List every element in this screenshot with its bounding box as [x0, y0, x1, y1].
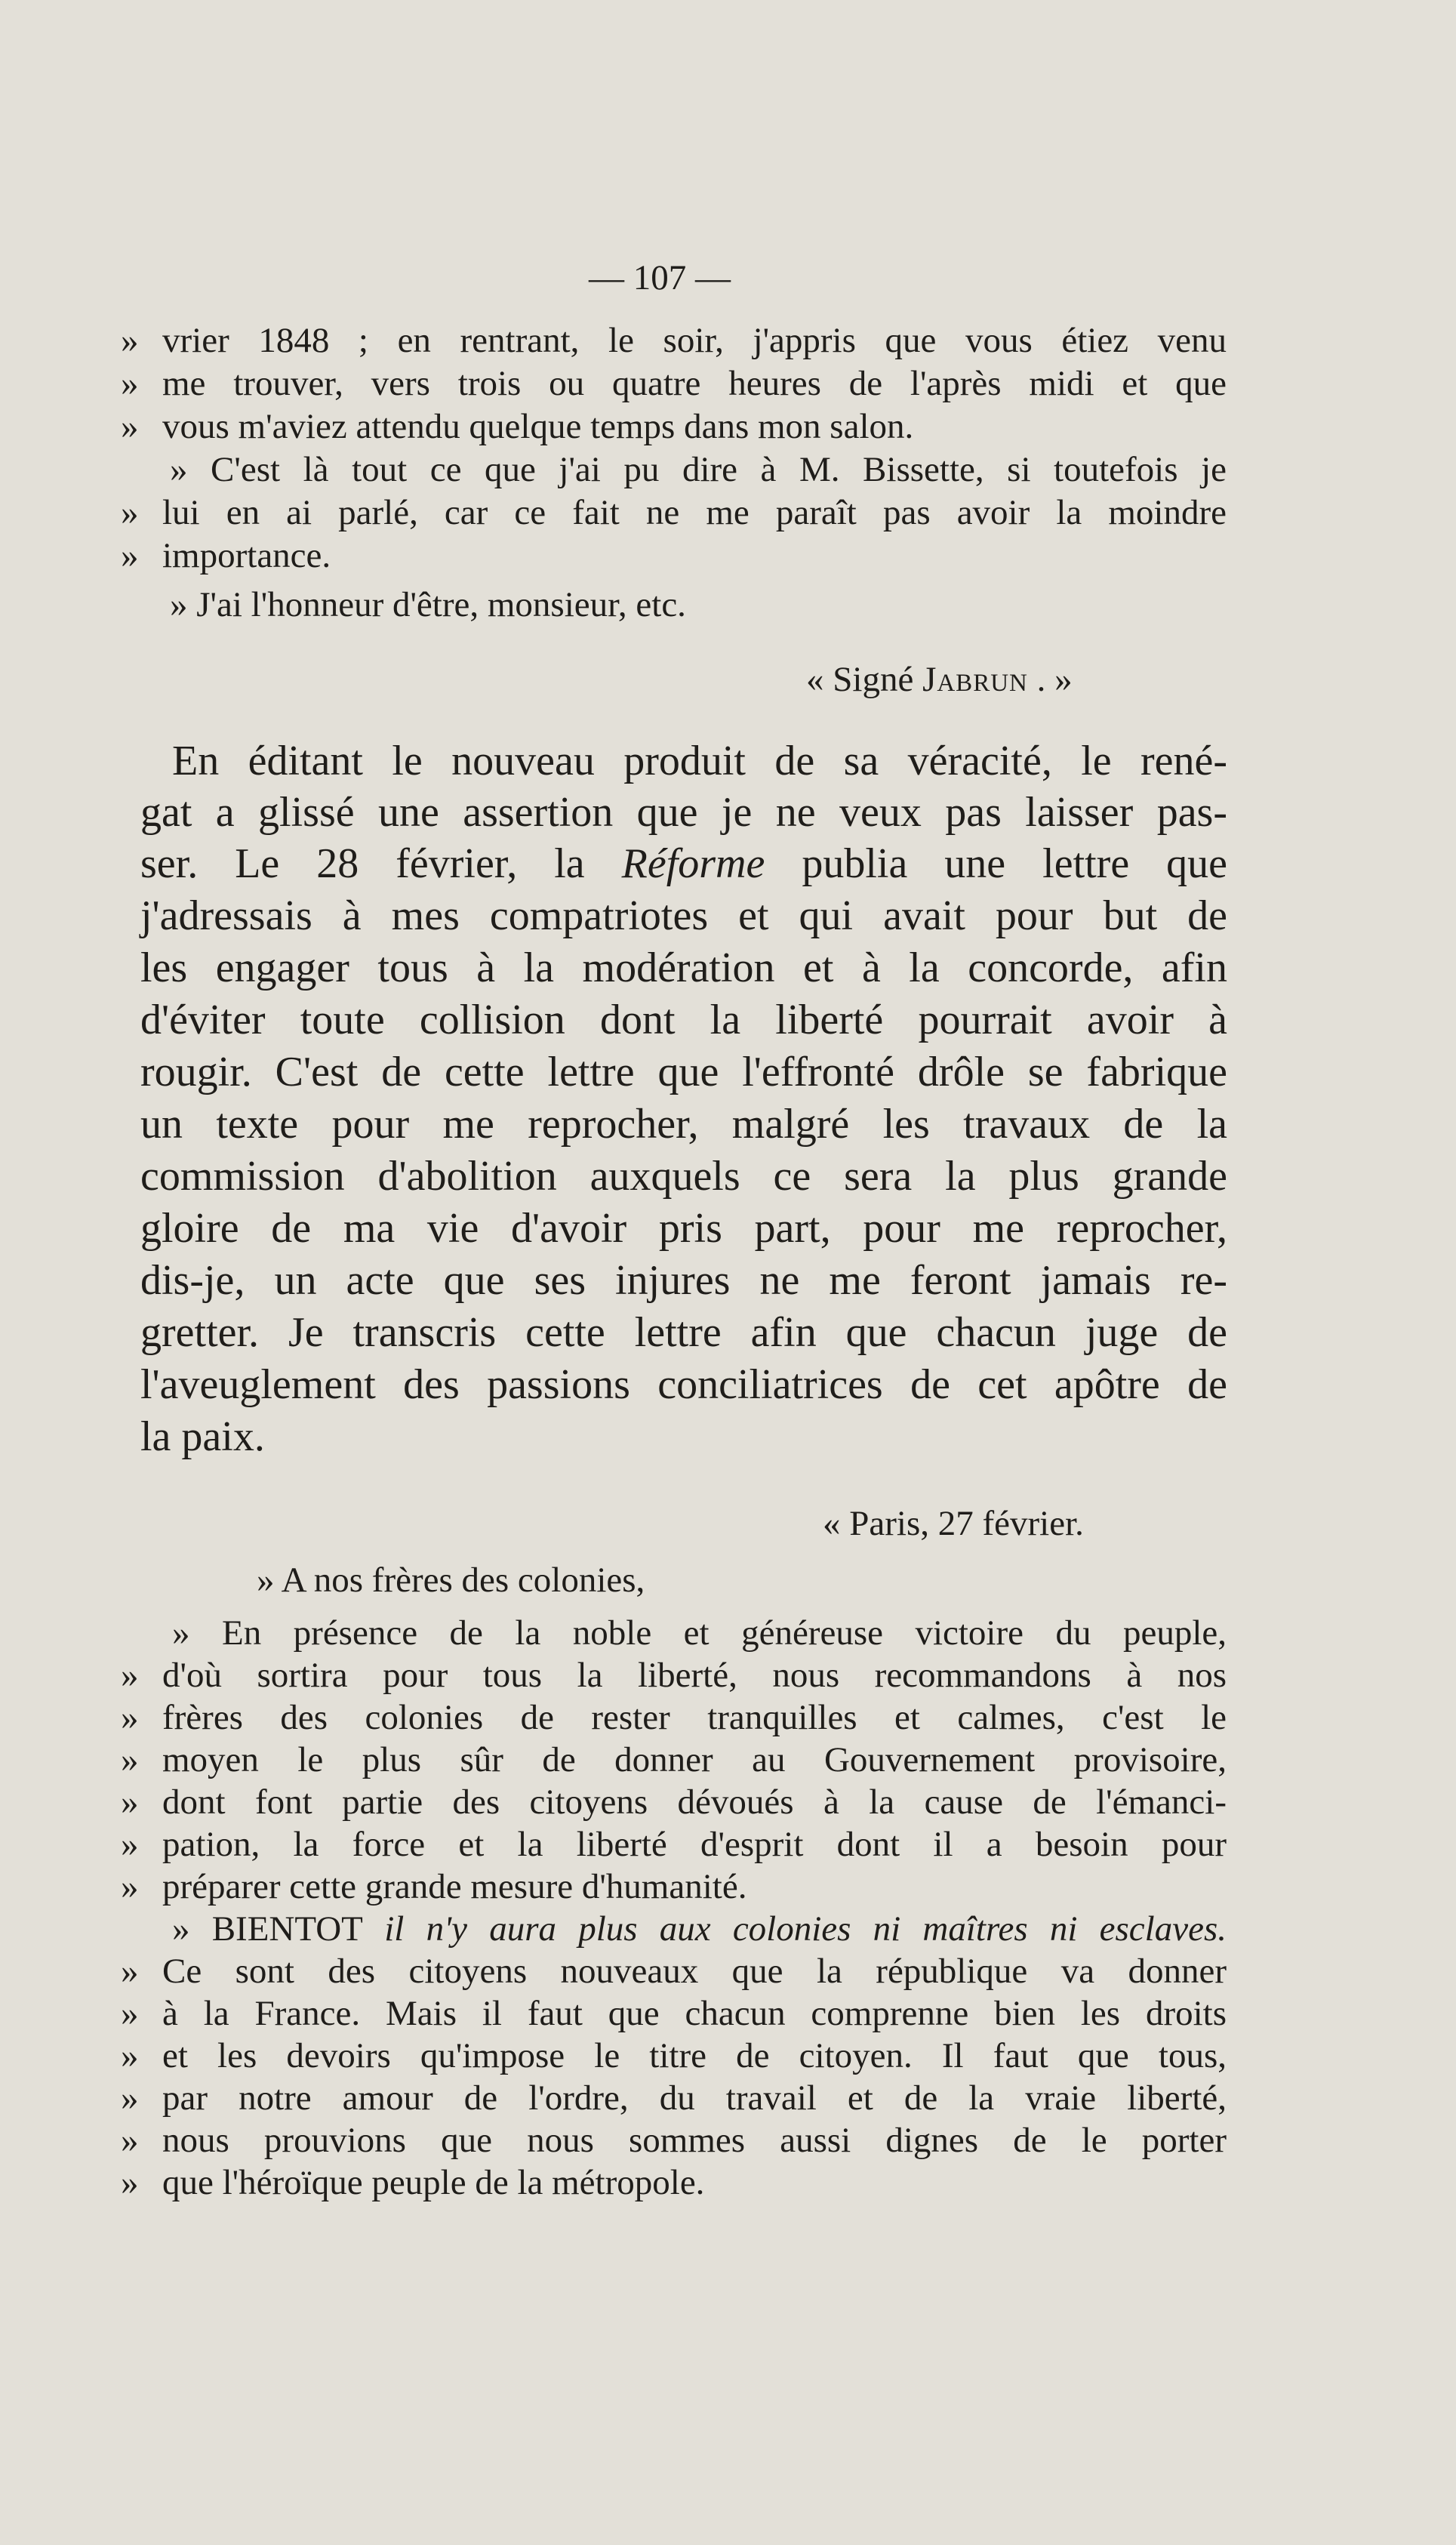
quote-mark: » [121, 1867, 139, 1906]
paragraph-line: d'éviter toute collision dont la liberté pourrait avoir à [140, 997, 1227, 1043]
letter-line: vrier 1848 ; en rentrant, le soir, j'appris que vous étiez venu [162, 321, 1227, 360]
quoted-line: et les devoirs qu'impose le titre de citoyen. Il faut que tous, [162, 2036, 1227, 2075]
quoted-line [172, 1909, 1227, 1949]
quoted-line: préparer cette grande mesure d'humanité. [162, 1867, 747, 1906]
quote-mark: » [121, 1782, 139, 1822]
paragraph-line: un texte pour me reprocher, malgré les travaux de la [140, 1101, 1227, 1148]
page-number: — 107 — [589, 258, 731, 297]
paragraph-line: gloire de ma vie d'avoir pris part, pour me reprocher, [140, 1205, 1227, 1252]
quoted-line: par notre amour de l'ordre, du travail et de la vraie liberté, [162, 2078, 1227, 2118]
letter-line: lui en ai parlé, car ce fait ne me paraît pas avoir la moindre [162, 493, 1227, 532]
paragraph-line: rougir. C'est de cette lettre que l'effronté drôle se fabrique [140, 1049, 1227, 1095]
quote-mark: » [121, 1698, 139, 1737]
quoted-line: Ce sont des citoyens nouveaux que la république va donner [162, 1952, 1227, 1991]
quoted-line: moyen le plus sûr de donner au Gouvernement provisoire, [162, 1740, 1227, 1779]
quote-mark: » [121, 1825, 139, 1864]
quoted-line: pation, la force et la liberté d'esprit dont il a besoin pour [162, 1825, 1227, 1864]
quote-mark: » [121, 2121, 139, 2160]
letter-line: vous m'aviez attendu quelque temps dans mon salon. [162, 407, 914, 446]
quoted-line: à la France. Mais il faut que chacun comprenne bien les droits [162, 1994, 1227, 2033]
signature-prefix: « Signé [806, 660, 914, 699]
signature-suffix: . » [1036, 660, 1073, 699]
salutation: » A nos frères des colonies, [257, 1561, 645, 1600]
dateline: « Paris, 27 février. [823, 1504, 1084, 1543]
quote-mark: » [121, 1656, 139, 1695]
letter-line: » J'ai l'honneur d'être, monsieur, etc. [170, 585, 686, 624]
letter-line: » C'est là tout ce que j'ai pu dire à M. Bissette, si toutefois je [170, 450, 1227, 489]
quote-mark: » [121, 2163, 139, 2202]
paragraph-text: ser. Le 28 février, la [140, 840, 585, 887]
quote-mark: » [121, 1994, 139, 2033]
paragraph-line: En éditant le nouveau produit de sa véracité, le rené- [172, 738, 1227, 784]
quoted-line: dont font partie des citoyens dévoués à la cause de l'émanci- [162, 1782, 1227, 1822]
signature [806, 662, 1073, 698]
quote-mark: » [121, 407, 139, 446]
paragraph-line: les engager tous à la modération et à la concorde, afin [140, 944, 1227, 991]
quote-mark: » [121, 321, 139, 360]
quoted-line: frères des colonies de rester tranquilles et calmes, c'est le [162, 1698, 1227, 1737]
quote-mark: » [121, 364, 139, 403]
quoted-line: » En présence de la noble et généreuse victoire du peuple, [172, 1613, 1227, 1653]
paragraph-line: commission d'abolition auxquels ce sera la plus grande [140, 1153, 1227, 1200]
paragraph-line: gretter. Je transcris cette lettre afin que chacun juge de [140, 1309, 1227, 1356]
paragraph-line: j'adressais à mes compatriotes et qui avait pour but de [140, 892, 1227, 939]
quote-mark: » [121, 493, 139, 532]
quote-mark: » [121, 1952, 139, 1991]
paragraph-text: publia une lettre que [802, 840, 1228, 887]
quote-mark: » [121, 2078, 139, 2118]
newspaper-title: Réforme [621, 840, 765, 887]
quoted-line: nous prouvions que nous sommes aussi dignes de le porter [162, 2121, 1227, 2160]
signature-name: Jabrun [922, 660, 1028, 699]
paragraph-line: l'aveuglement des passions conciliatrices de cet apôtre de [140, 1361, 1227, 1408]
letter-line: me trouver, vers trois ou quatre heures de l'après midi et que [162, 364, 1227, 403]
paragraph-line: dis-je, un acte que ses injures ne me feront jamais re- [140, 1257, 1227, 1304]
paragraph-line: la paix. [140, 1413, 265, 1460]
letter-line: importance. [162, 536, 331, 575]
paragraph-line [140, 840, 1228, 887]
quote-mark: » [121, 2036, 139, 2075]
bientot-italic: il n'y aura plus aux colonies ni maîtres ni esclaves. [384, 1909, 1227, 1949]
quoted-line: d'où sortira pour tous la liberté, nous recommandons à nos [162, 1656, 1227, 1695]
bientot-prefix: » BIENTOT [172, 1909, 363, 1949]
paragraph-line: gat a glissé une assertion que je ne veux pas laisser pas- [140, 789, 1227, 836]
quoted-line: que l'héroïque peuple de la métropole. [162, 2163, 705, 2202]
quote-mark: » [121, 536, 139, 575]
quote-mark: » [121, 1740, 139, 1779]
